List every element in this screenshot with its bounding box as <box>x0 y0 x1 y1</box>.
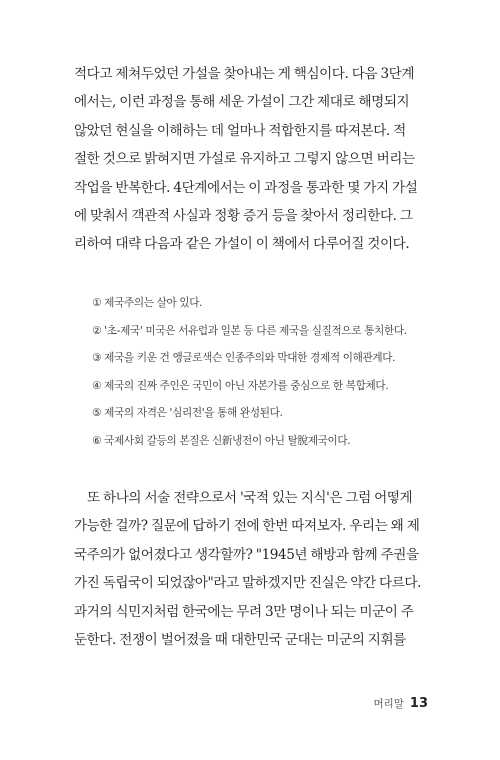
hypothesis-item: ② '초-제국' 미국은 서유럽과 일본 등 다른 제국을 실질적으로 통치한다. <box>92 324 407 337</box>
text-line: 리하여 대략 다음과 같은 가설이 이 책에서 다루어질 것이다. <box>74 236 410 253</box>
body-paragraph-1 <box>74 60 436 259</box>
hypothesis-item: ① 제국주의는 살아 있다. <box>92 297 203 309</box>
text-line: 또 하나의 서술 전략으로서 '국적 있는 지식'은 그럼 어떻게 <box>87 490 413 506</box>
text-line: 가능한 걸까? 질문에 답하기 전에 한번 따져보자. 우리는 왜 제 <box>74 518 420 535</box>
text-line: 가진 독립국이 되었잖아"라고 말하겠지만 진실은 약간 다르다. <box>74 575 421 592</box>
hypothesis-item: ⑥ 국제사회 갈등의 본질은 신新냉전이 아닌 탈脫제국이다. <box>92 434 351 447</box>
text-line: 에서는, 이런 과정을 통해 세운 가설이 그간 제대로 해명되지 <box>74 94 410 111</box>
text-line: 과거의 식민지처럼 한국에는 무려 3만 명이나 되는 미군이 주 <box>74 603 414 620</box>
page-number: 13 <box>409 696 428 711</box>
hypothesis-list <box>92 290 407 456</box>
text-line: 둔한다. 전쟁이 벌어졌을 때 대한민국 군대는 미군의 지휘를 <box>74 632 406 649</box>
text-line: 작업을 반복한다. 4단계에서는 이 과정을 통과한 몇 가지 가설 <box>74 179 418 196</box>
body-paragraph-2 <box>74 484 436 654</box>
hypothesis-item: ③ 제국을 키운 건 앵글로색슨 인종주의와 막대한 경제적 이해관계다. <box>92 352 396 365</box>
text-line: 않았던 현실을 이해하는 데 얼마나 적합한지를 따져본다. 적 <box>74 122 406 139</box>
page-footer <box>373 696 428 711</box>
text-line: 에 맞춰서 객관적 사실과 정황 증거 등을 찾아서 정리한다. 그 <box>74 208 413 225</box>
text-line: 적다고 제쳐두었던 가설을 찾아내는 게 핵심이다. 다음 3단계 <box>74 66 415 82</box>
hypothesis-item: ⑤ 제국의 자격은 '심리전'을 통해 완성된다. <box>92 407 283 420</box>
hypothesis-item: ④ 제국의 진짜 주인은 국민이 아닌 자본가를 중심으로 한 복합체다. <box>92 379 389 392</box>
section-label: 머리말 <box>373 698 404 710</box>
text-line: 절한 것으로 밝혀지면 가설로 유지하고 그렇지 않으면 버리는 <box>74 151 415 168</box>
text-line: 국주의가 없어졌다고 생각할까? "1945년 해방과 함께 주권을 <box>74 546 419 563</box>
